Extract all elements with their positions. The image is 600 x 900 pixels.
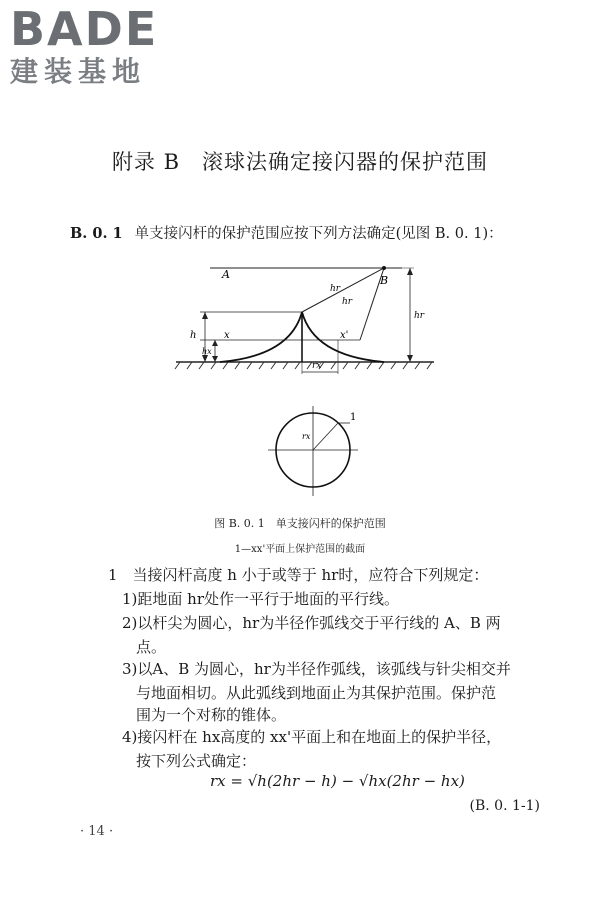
label-h: h: [190, 330, 197, 341]
figure-plan: [262, 404, 382, 504]
page-number: · 14 ·: [80, 824, 114, 839]
label-hr-3: hr: [414, 311, 425, 321]
logo: [10, 4, 158, 88]
subitem-4-line2: 按下列公式确定：: [136, 752, 257, 770]
logo-text: BADE: [10, 2, 159, 56]
formula-number: (B. 0. 1-1): [469, 798, 540, 814]
clause-number: B. 0. 1: [70, 225, 123, 242]
subitem-3-line3: 围为一个对称的锥体。: [136, 706, 287, 724]
label-rx: rx: [312, 361, 322, 371]
label-rx-plan: rx: [302, 432, 311, 441]
figure-caption-sub: 1—xx'平面上保护范围的截面: [234, 544, 366, 555]
label-hr-2: hr: [342, 297, 353, 307]
label-hx: hx: [202, 347, 212, 356]
figure-caption: 图 B. 0. 1 单支接闪杆的保护范围: [214, 517, 386, 530]
subitem-2-line1: 2)以杆尖为圆心，hr为半径作弧线交于平行线的 A、B 两: [122, 614, 501, 632]
subitem-3-line1: 3)以A、B 为圆心，hr为半径作弧线，该弧线与针尖相交并: [122, 660, 511, 678]
formula: rx = √h(2hr − h) − √hx(2hr − hx): [210, 772, 465, 790]
label-x-prime: x': [340, 330, 349, 341]
label-x: x: [224, 330, 230, 341]
figure-elevation: [172, 256, 442, 380]
subitem-3-line2: 与地面相切。从此弧线到地面止为其保护范围。保护范: [136, 684, 497, 702]
subitem-2-line2: 点。: [136, 638, 167, 656]
label-b: B: [380, 274, 389, 287]
subitem-4-line1: 4)接闪杆在 hx高度的 xx'平面上和在地面上的保护半径，: [122, 728, 502, 746]
subitem-1: 1)距地面 hr处作一平行于地面的平行线。: [122, 590, 399, 608]
label-hr-1: hr: [330, 284, 341, 294]
clause-text: 单支接闪杆的保护范围应按下列方法确定(见图 B. 0. 1)：: [134, 226, 503, 242]
appendix-title: 附录 B 滚球法确定接闪器的保护范围: [111, 150, 489, 174]
label-1: 1: [350, 412, 357, 423]
clause-b01: [70, 222, 550, 243]
label-a: A: [222, 268, 230, 281]
logo-subtitle: 建装基地: [10, 55, 147, 88]
item-1: 1 当接闪杆高度 h 小于或等于 hr时，应符合下列规定：: [108, 566, 489, 584]
